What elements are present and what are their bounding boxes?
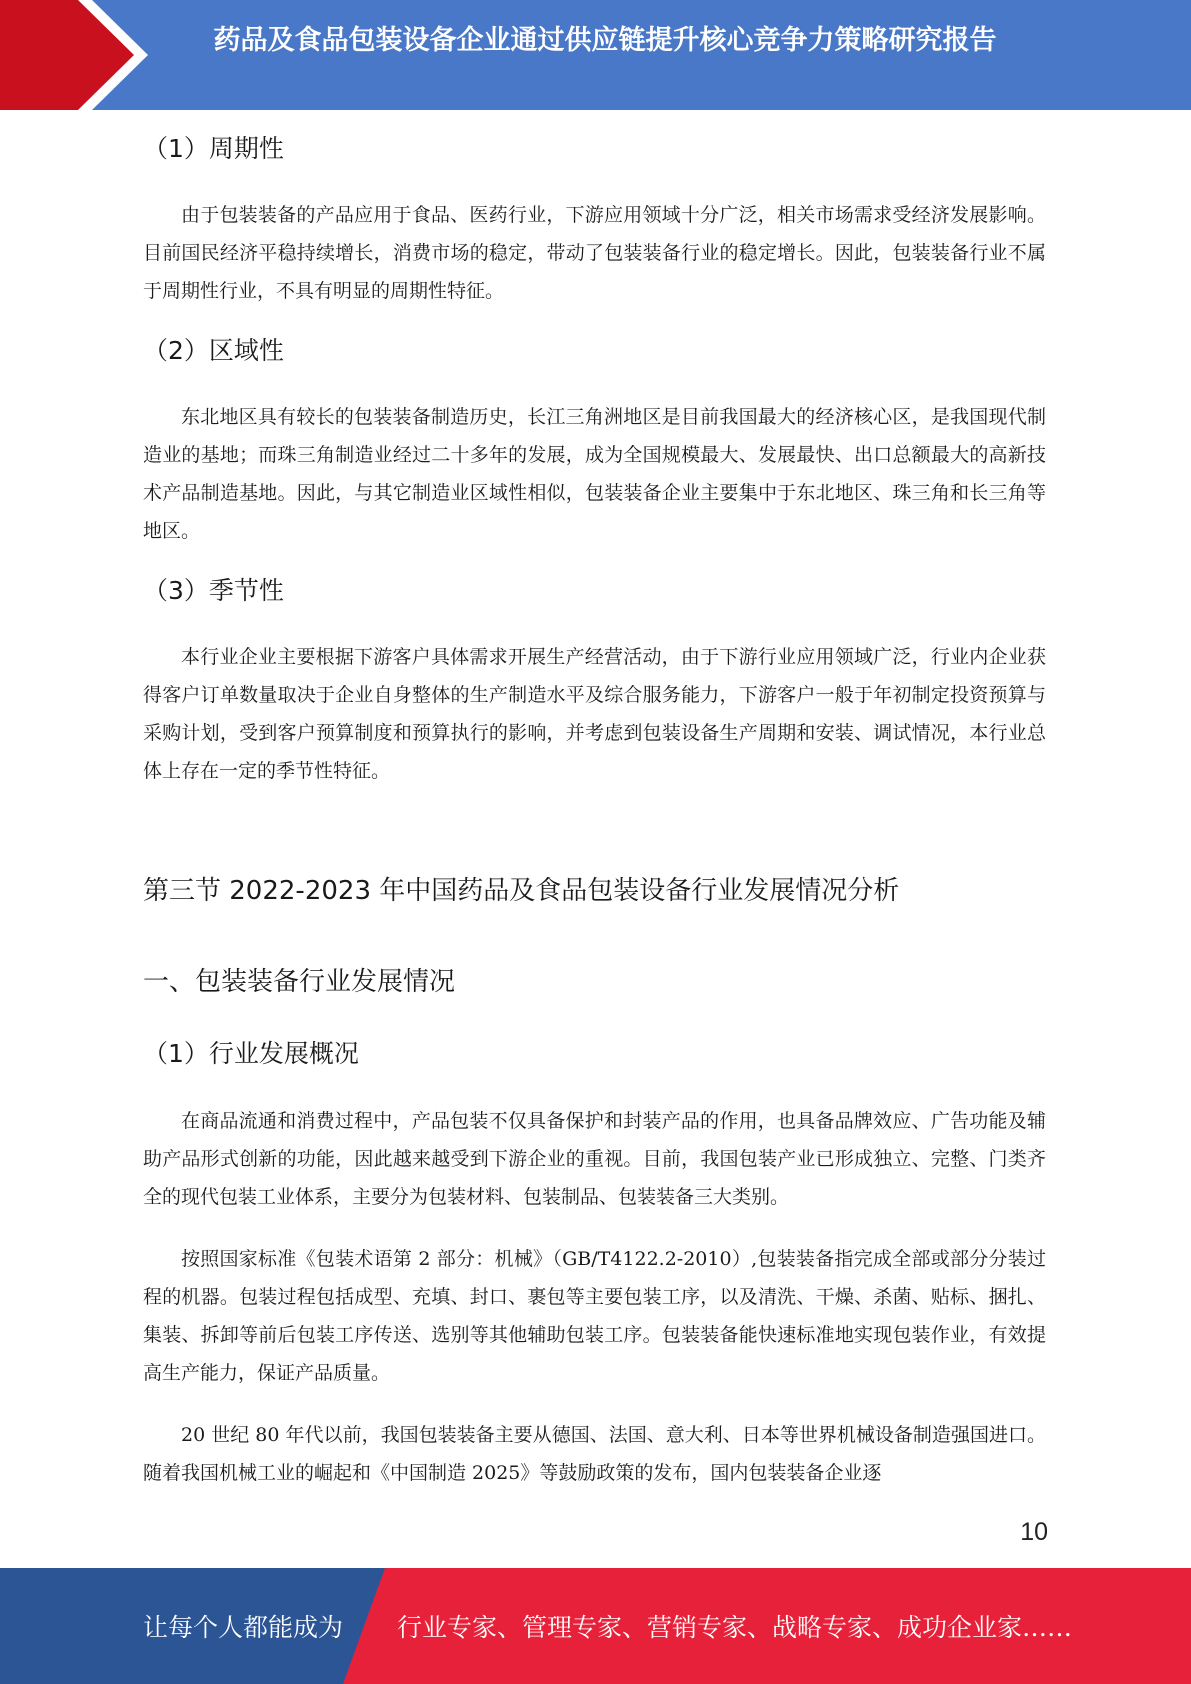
footer-slogan-right: 行业专家、管理专家、营销专家、战略专家、成功企业家……	[397, 1613, 1073, 1642]
paragraph-overview-2: 按照国家标准《包装术语第 2 部分：机械》（GB/T4122.2-2010）,包装装备指完成全部或部分分装过程的机器。包装过程包括成型、充填、封口、裹包等主要包装工序，以及清洗、干燥、杀菌、贴标、捆扎、集装、拆卸等前后包装工序传送、选别等其他辅助包装工序。包装装备能快速标准地实现包装作业，有效提高生产能力，保证产品质量。	[143, 1248, 1046, 1384]
section-heading: 第三节 2022-2023 年中国药品及食品包装设备行业发展情况分析	[143, 876, 900, 906]
page-number: 10	[1020, 1518, 1048, 1546]
footer-slogan-left: 让每个人都能成为	[143, 1613, 344, 1642]
page-header	[0, 0, 1191, 110]
subsection-heading: 一、包装装备行业发展情况	[143, 967, 456, 997]
header-red-chevron	[0, 0, 150, 110]
page-footer	[0, 1568, 1191, 1684]
heading-regionality: （2）区域性	[143, 336, 284, 365]
paragraph-cyclicality: 由于包装装备的产品应用于食品、医药行业，下游应用领域十分广泛，相关市场需求受经济发展影响。目前国民经济平稳持续增长，消费市场的稳定，带动了包装装备行业的稳定增长。因此，包装装备行业不属于周期性行业，不具有明显的周期性特征。	[143, 204, 1046, 302]
report-title: 药品及食品包装设备企业通过供应链提升核心竞争力策略研究报告	[213, 25, 997, 56]
heading-industry-overview: （1）行业发展概况	[143, 1039, 359, 1068]
paragraph-seasonality: 本行业企业主要根据下游客户具体需求开展生产经营活动，由于下游行业应用领域广泛，行业内企业获得客户订单数量取决于企业自身整体的生产制造水平及综合服务能力，下游客户一般于年初制定投资预算与采购计划，受到客户预算制度和预算执行的影响，并考虑到包装设备生产周期和安装、调试情况，本行业总体上存在一定的季节性特征。	[143, 646, 1046, 782]
paragraph-overview-3: 20 世纪 80 年代以前，我国包装装备主要从德国、法国、意大利、日本等世界机械设备制造强国进口。随着我国机械工业的崛起和《中国制造 2025》等鼓励政策的发布，国内包装装备企业逐	[143, 1424, 1046, 1484]
heading-seasonality: （3）季节性	[143, 576, 284, 605]
paragraph-regionality: 东北地区具有较长的包装装备制造历史，长江三角洲地区是目前我国最大的经济核心区，是我国现代制造业的基地；而珠三角制造业经过二十多年的发展，成为全国规模最大、发展最快、出口总额最大的高新技术产品制造基地。因此，与其它制造业区域性相似，包装装备企业主要集中于东北地区、珠三角和长三角等地区。	[143, 406, 1046, 542]
heading-cyclicality: （1）周期性	[143, 134, 284, 163]
paragraph-overview-1: 在商品流通和消费过程中，产品包装不仅具备保护和封装产品的作用，也具备品牌效应、广告功能及辅助产品形式创新的功能，因此越来越受到下游企业的重视。目前，我国包装产业已形成独立、完整、门类齐全的现代包装工业体系，主要分为包装材料、包装制品、包装装备三大类别。	[143, 1110, 1046, 1208]
